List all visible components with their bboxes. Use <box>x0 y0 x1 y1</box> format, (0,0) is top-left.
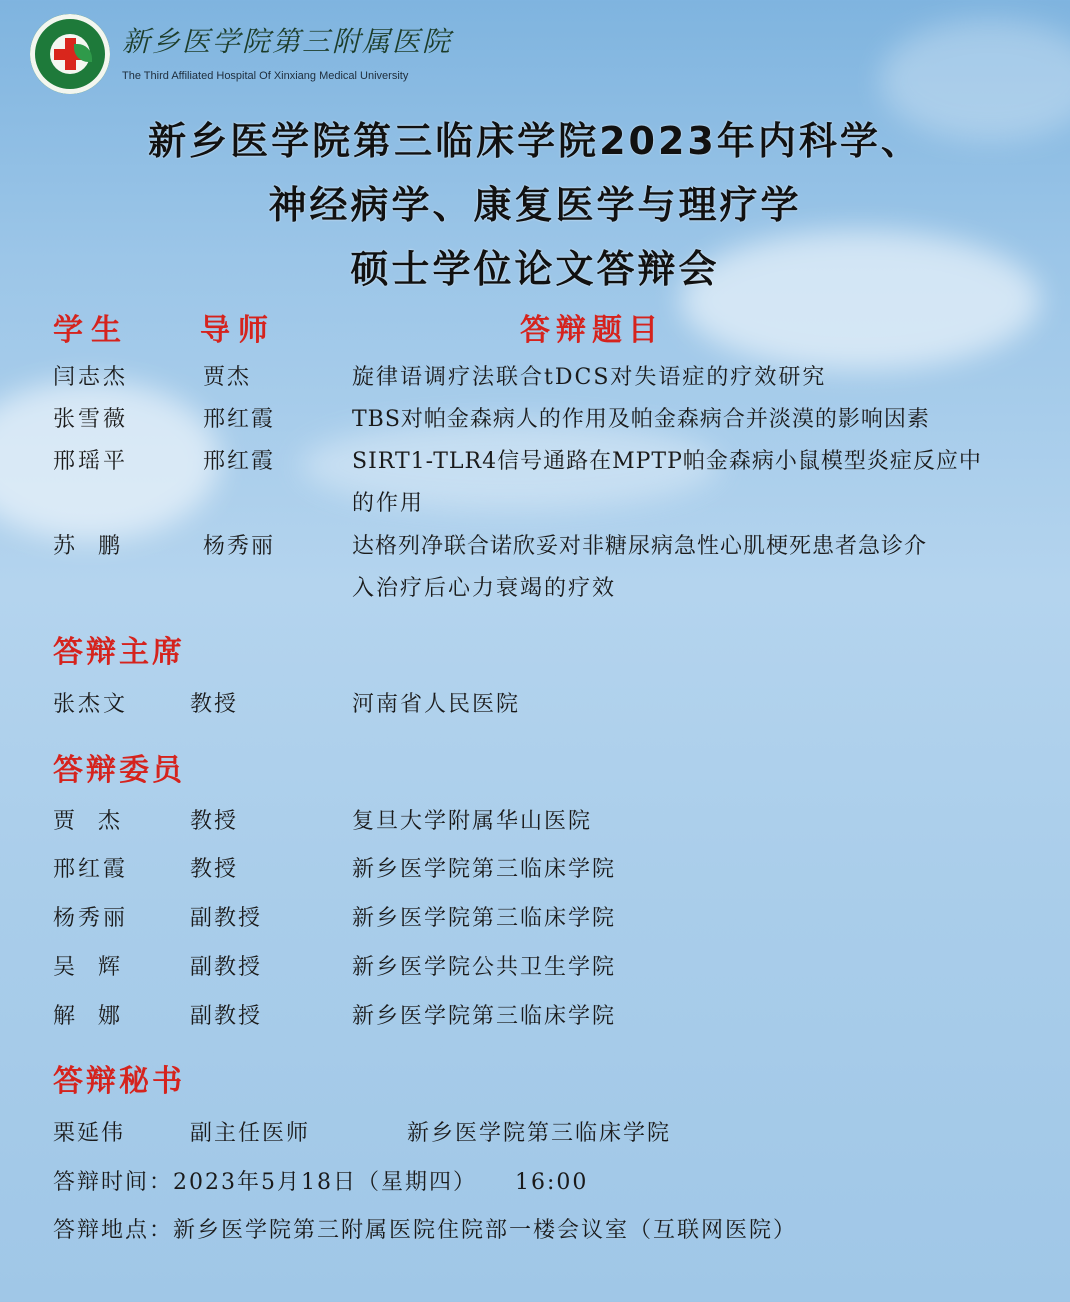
committee-heading: 答辩委员 <box>53 753 185 788</box>
student-name: 张雪薇 <box>53 407 129 432</box>
committee-row <box>0 852 1070 888</box>
time-date: 2023年5月18日（星期四） <box>173 1170 477 1195</box>
member-org: 河南省人民医院 <box>352 692 521 717</box>
member-org: 新乡医学院第三临床学院 <box>352 906 617 931</box>
member-org: 新乡医学院第三临床学院 <box>407 1121 672 1146</box>
secretary-heading: 答辩秘书 <box>53 1064 185 1099</box>
member-org: 新乡医学院公共卫生学院 <box>352 955 617 980</box>
member-name: 张杰文 <box>53 692 129 717</box>
thesis-topic: 旋律语调疗法联合tDCS对失语症的疗效研究 <box>352 365 827 390</box>
thesis-topic: 达格列净联合诺欣妥对非糖尿病急性心肌梗死患者急诊介 <box>352 534 928 559</box>
committee-row <box>0 804 1070 840</box>
defense-location <box>53 1213 797 1244</box>
secretary-row <box>0 1116 1070 1152</box>
title-line-1: 新乡医学院第三临床学院2023年内科学、 <box>148 119 922 163</box>
member-name: 杨秀丽 <box>53 906 129 931</box>
student-name: 闫志杰 <box>53 365 129 390</box>
member-org: 新乡医学院第三临床学院 <box>352 1004 617 1029</box>
member-org: 复旦大学附属华山医院 <box>352 809 593 834</box>
advisor-name: 邢红霞 <box>203 449 276 474</box>
defense-time <box>53 1165 588 1196</box>
member-name: 栗延伟 <box>53 1121 126 1146</box>
student-row <box>0 444 1070 480</box>
header-advisor: 导师 <box>200 313 276 348</box>
committee-row <box>0 901 1070 937</box>
member-title: 副主任医师 <box>190 1121 311 1146</box>
hospital-seal-icon <box>30 14 110 94</box>
member-title: 教授 <box>190 809 239 834</box>
location-label: 答辩地点： <box>53 1218 174 1243</box>
member-name: 贾 杰 <box>53 809 123 834</box>
hospital-logo-header <box>30 14 453 94</box>
header-student: 学生 <box>53 313 129 348</box>
committee-row <box>0 950 1070 986</box>
advisor-name: 邢红霞 <box>203 407 276 432</box>
member-title: 副教授 <box>190 906 263 931</box>
header-topic: 答辩题目 <box>520 313 664 348</box>
committee-row <box>0 999 1070 1035</box>
title-line-2: 神经病学、康复医学与理疗学 <box>268 183 802 227</box>
thesis-topic: TBS对帕金森病人的作用及帕金森病合并淡漠的影响因素 <box>352 407 930 432</box>
member-title: 副教授 <box>190 1004 263 1029</box>
advisor-name: 贾杰 <box>203 365 252 390</box>
chair-heading: 答辩主席 <box>53 635 185 670</box>
advisor-name: 杨秀丽 <box>203 534 276 559</box>
member-title: 教授 <box>190 857 239 882</box>
member-title: 教授 <box>190 692 239 717</box>
student-name: 苏 鹏 <box>53 534 123 559</box>
thesis-topic-continued: 的作用 <box>352 491 425 516</box>
member-name: 邢红霞 <box>53 857 129 882</box>
thesis-topic: SIRT1-TLR4信号通路在MPTP帕金森病小鼠模型炎症反应中 <box>352 449 982 474</box>
thesis-topic-continued: 入治疗后心力衰竭的疗效 <box>352 576 617 601</box>
hospital-name-cn: 新乡医学院第三附属医院 <box>122 25 453 58</box>
hospital-name-en: The Third Affiliated Hospital Of Xinxiang Medical University <box>122 70 409 82</box>
member-name: 解 娜 <box>53 1004 123 1029</box>
member-org: 新乡医学院第三临床学院 <box>352 857 617 882</box>
title-line-3: 硕士学位论文答辩会 <box>350 247 720 291</box>
member-name: 吴 辉 <box>53 955 123 980</box>
student-name: 邢瑶平 <box>53 449 129 474</box>
member-title: 副教授 <box>190 955 263 980</box>
chair-row <box>0 687 1070 723</box>
location-value: 新乡医学院第三附属医院住院部一楼会议室（互联网医院） <box>173 1218 798 1243</box>
time-clock: 16:00 <box>515 1170 589 1195</box>
student-row <box>0 360 1070 396</box>
student-row <box>0 402 1070 438</box>
student-row <box>0 529 1070 565</box>
time-label: 答辩时间： <box>53 1170 174 1195</box>
